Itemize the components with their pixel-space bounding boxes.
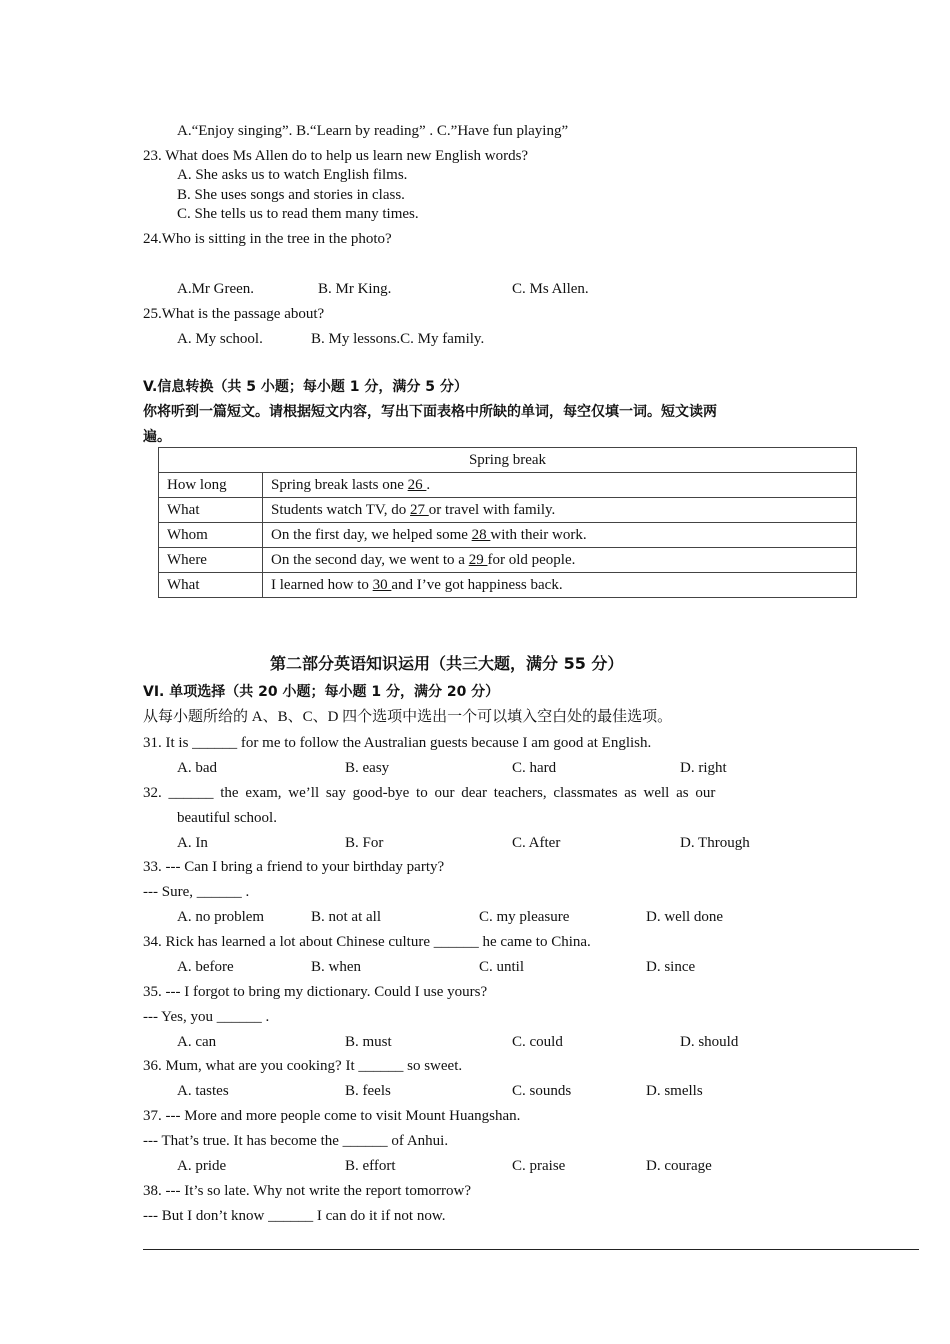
row-value: On the second day, we went to a 29 for old people. [263, 548, 857, 573]
q32-stem: 32. ______ the exam, we’ll say good-bye to our dear teachers, classmates as well as our [143, 785, 716, 801]
q37-option-c[interactable]: C. praise [512, 1158, 566, 1174]
q31-option-d[interactable]: D. right [680, 760, 727, 776]
q36-option-b[interactable]: B. feels [345, 1083, 391, 1099]
section6-title: VI. 单项选择（共 20 小题；每小题 1 分，满分 20 分） [143, 684, 500, 700]
spring-break-table [158, 447, 857, 598]
row-value: Spring break lasts one 26 . [263, 473, 857, 498]
section5-title: V.信息转换（共 5 小题；每小题 1 分，满分 5 分） [143, 379, 468, 395]
q35-stem: 35. --- I forgot to bring my dictionary. Could I use yours? [143, 984, 488, 1000]
q34-stem: 34. Rick has learned a lot about Chinese culture ______ he came to China. [143, 934, 591, 950]
q35-option-a[interactable]: A. can [177, 1034, 217, 1050]
q22-options: A.“Enjoy singing”. B.“Learn by reading” . C.”Have fun playing” [177, 123, 569, 139]
q33-stem: 33. --- Can I bring a friend to your birthday party? [143, 859, 445, 875]
section5-instruction: 你将听到一篇短文。请根据短文内容，写出下面表格中所缺的单词，每空仅填一词。短文读两 [143, 404, 717, 420]
q24-option-b: B. Mr King. [318, 281, 392, 297]
table-row [159, 523, 857, 548]
row-value: I learned how to 30 and I’ve got happiness back. [263, 573, 857, 598]
q37-option-d[interactable]: D. courage [646, 1158, 712, 1174]
section5-instruction-cont: 遍。 [143, 429, 171, 445]
q25-stem: 25.What is the passage about? [143, 306, 325, 322]
row-key: Whom [159, 523, 263, 548]
q25-option-bc: B. My lessons.C. My family. [311, 331, 485, 347]
q34-option-d[interactable]: D. since [646, 959, 696, 975]
table-row [159, 498, 857, 523]
q24-option-c: C. Ms Allen. [512, 281, 589, 297]
table-title: Spring break [159, 448, 857, 473]
q34-option-c[interactable]: C. until [479, 959, 525, 975]
row-key: What [159, 498, 263, 523]
table-row [159, 548, 857, 573]
q36-option-a[interactable]: A. tastes [177, 1083, 229, 1099]
q25-option-a: A. My school. [177, 331, 263, 347]
q32-option-d[interactable]: D. Through [680, 835, 750, 851]
q36-stem: 36. Mum, what are you cooking? It ______ so sweet. [143, 1058, 463, 1074]
table-row [159, 573, 857, 598]
q33-option-a[interactable]: A. no problem [177, 909, 265, 925]
q37-option-a[interactable]: A. pride [177, 1158, 227, 1174]
table-header-row [159, 448, 857, 473]
q24-option-a: A.Mr Green. [177, 281, 255, 297]
q23-stem: 23. What does Ms Allen do to help us learn new English words? [143, 148, 529, 164]
table-row [159, 473, 857, 498]
q32-stem-cont: beautiful school. [177, 810, 277, 826]
q31-option-b[interactable]: B. easy [345, 760, 390, 776]
q31-option-a[interactable]: A. bad [177, 760, 217, 776]
row-key: What [159, 573, 263, 598]
q37-option-b[interactable]: B. effort [345, 1158, 396, 1174]
q32-option-a[interactable]: A. In [177, 835, 208, 851]
blank-27[interactable]: 27 [410, 502, 429, 518]
page-footer-rule [143, 1249, 919, 1250]
row-key: How long [159, 473, 263, 498]
q33-option-d[interactable]: D. well done [646, 909, 724, 925]
q32-option-b[interactable]: B. For [345, 835, 384, 851]
q34-option-b[interactable]: B. when [311, 959, 361, 975]
q36-option-c[interactable]: C. sounds [512, 1083, 572, 1099]
blank-26[interactable]: 26 [407, 477, 427, 493]
section6-instruction: 从每小题所给的 A、B、C、D 四个选项中选出一个可以填入空白处的最佳选项。 [143, 709, 673, 725]
q35-reply: --- Yes, you ______ . [143, 1009, 270, 1025]
q23-option-c: C. She tells us to read them many times. [177, 206, 419, 222]
row-value: Students watch TV, do 27 or travel with family. [263, 498, 857, 523]
q33-option-c[interactable]: C. my pleasure [479, 909, 570, 925]
row-key: Where [159, 548, 263, 573]
q38-stem: 38. --- It’s so late. Why not write the report tomorrow? [143, 1183, 471, 1199]
q34-option-a[interactable]: A. before [177, 959, 234, 975]
q31-stem: 31. It is ______ for me to follow the Australian guests because I am good at English. [143, 735, 652, 751]
q31-option-c[interactable]: C. hard [512, 760, 557, 776]
blank-28[interactable]: 28 [471, 527, 491, 543]
q23-option-b: B. She uses songs and stories in class. [177, 187, 405, 203]
q23-option-a: A. She asks us to watch English films. [177, 167, 408, 183]
q35-option-b[interactable]: B. must [345, 1034, 392, 1050]
row-value: On the first day, we helped some 28 with their work. [263, 523, 857, 548]
part2-title: 第二部分英语知识运用（共三大题，满分 55 分） [270, 654, 624, 673]
q37-stem: 37. --- More and more people come to visit Mount Huangshan. [143, 1108, 521, 1124]
q33-reply: --- Sure, ______ . [143, 884, 250, 900]
q35-option-c[interactable]: C. could [512, 1034, 563, 1050]
q36-option-d[interactable]: D. smells [646, 1083, 703, 1099]
q37-reply: --- That’s true. It has become the ______ of Anhui. [143, 1133, 449, 1149]
q24-stem: 24.Who is sitting in the tree in the photo? [143, 231, 392, 247]
blank-29[interactable]: 29 [468, 552, 488, 568]
q35-option-d[interactable]: D. should [680, 1034, 739, 1050]
q38-reply: --- But I don’t know ______ I can do it if not now. [143, 1208, 446, 1224]
q33-option-b[interactable]: B. not at all [311, 909, 381, 925]
blank-30[interactable]: 30 [372, 577, 392, 593]
q32-option-c[interactable]: C. After [512, 835, 561, 851]
